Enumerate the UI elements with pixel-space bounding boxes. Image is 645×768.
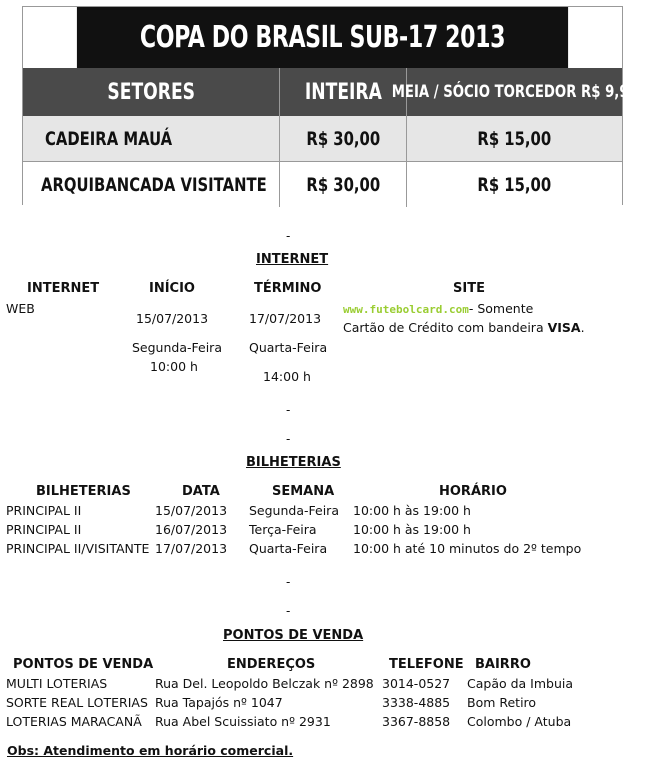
bilheteria-data: 15/07/2013 [155,503,228,518]
price-row [23,162,622,207]
bilheteria-horario: 10:00 h às 19:00 h [353,522,471,537]
col-header-termino: TÉRMINO [254,281,322,296]
termino-time: 14:00 h [263,369,311,384]
ponto-nome: LOTERIAS MARACANÃ [6,714,142,729]
bilheteria-semana: Segunda-Feira [249,503,339,518]
bilheteria-local: PRINCIPAL II [6,522,82,537]
price-table-title: COPA DO BRASIL SUB-17 2013 [77,7,568,68]
col-header-inicio: INÍCIO [149,281,195,296]
separator: - [286,575,291,589]
termino-day: Quarta-Feira [249,340,328,355]
ponto-endereco: Rua Tapajós nº 1047 [155,695,283,710]
section-title-internet: INTERNET [256,252,329,267]
section-title-bilheterias: BILHETERIAS [246,455,341,470]
price-meia: R$ 15,00 [406,162,622,207]
ponto-endereco: Rua Abel Scuissiato nº 2931 [155,714,331,729]
site-line-1 [343,301,533,316]
termino-date: 17/07/2013 [249,311,322,326]
inicio-time: 10:00 h [150,359,198,374]
bilheteria-horario: 10:00 h às 19:00 h [353,503,471,518]
ponto-bairro: Capão da Imbuia [467,676,574,691]
obs-note: Obs: Atendimento em horário comercial. [7,743,294,758]
ponto-bairro: Colombo / Atuba [467,714,572,729]
col-header-bilheterias: BILHETERIAS [36,484,131,499]
header-meia: MEIA / SÓCIO TORCEDOR R$ 9,90 [406,68,622,116]
bilheteria-local: PRINCIPAL II/VISITANTE [6,541,150,556]
price-row [23,116,622,162]
ponto-nome: SORTE REAL LOTERIAS [6,695,148,710]
price-meia: R$ 15,00 [406,116,622,161]
separator: - [286,604,291,618]
col-header-telefone: TELEFONE [389,657,464,672]
separator: - [286,229,291,243]
bilheteria-local: PRINCIPAL II [6,503,82,518]
ponto-telefone: 3014-0527 [382,676,451,691]
site-line-2: Cartão de Crédito com bandeira VISA. [343,320,585,335]
header-inteira: INTEIRA [279,68,406,116]
section-title-pontos: PONTOS DE VENDA [223,628,364,643]
col-header-data: DATA [182,484,220,499]
separator: - [286,432,291,446]
col-header-internet: INTERNET [27,281,100,296]
col-header-pontos: PONTOS DE VENDA [13,657,154,672]
price-table-header [23,68,638,116]
col-header-site: SITE [453,281,485,296]
col-header-bairro: BAIRRO [475,657,531,672]
ponto-telefone: 3338-4885 [382,695,451,710]
site-link[interactable]: www.futebolcard.com [343,303,469,316]
bilheteria-horario: 10:00 h até 10 minutos do 2º tempo [353,541,582,556]
col-header-horario: HORÁRIO [439,484,507,499]
inicio-day: Segunda-Feira [132,340,222,355]
visa-text: VISA [547,320,581,335]
col-header-enderecos: ENDEREÇOS [227,657,316,672]
price-inteira: R$ 30,00 [279,162,406,207]
site-text: - Somente [468,301,534,316]
col-header-semana: SEMANA [272,484,335,499]
bilheteria-semana: Quarta-Feira [249,541,328,556]
price-inteira: R$ 30,00 [279,116,406,161]
bilheteria-semana: Terça-Feira [249,522,317,537]
ponto-telefone: 3367-8858 [382,714,451,729]
sector-name: ARQUIBANCADA VISITANTE [41,173,267,196]
site-text: Cartão de Crédito com bandeira [343,320,544,335]
bilheteria-data: 17/07/2013 [155,541,228,556]
ponto-nome: MULTI LOTERIAS [6,676,108,691]
header-setores: SETORES [107,79,195,105]
ponto-endereco: Rua Del. Leopoldo Belczak nº 2898 [155,676,374,691]
sector-name: CADEIRA MAUÁ [45,127,173,150]
internet-channel: WEB [6,301,35,316]
inicio-date: 15/07/2013 [136,311,209,326]
bilheteria-data: 16/07/2013 [155,522,228,537]
price-table [22,6,638,205]
ponto-bairro: Bom Retiro [467,695,537,710]
separator: - [286,403,291,417]
